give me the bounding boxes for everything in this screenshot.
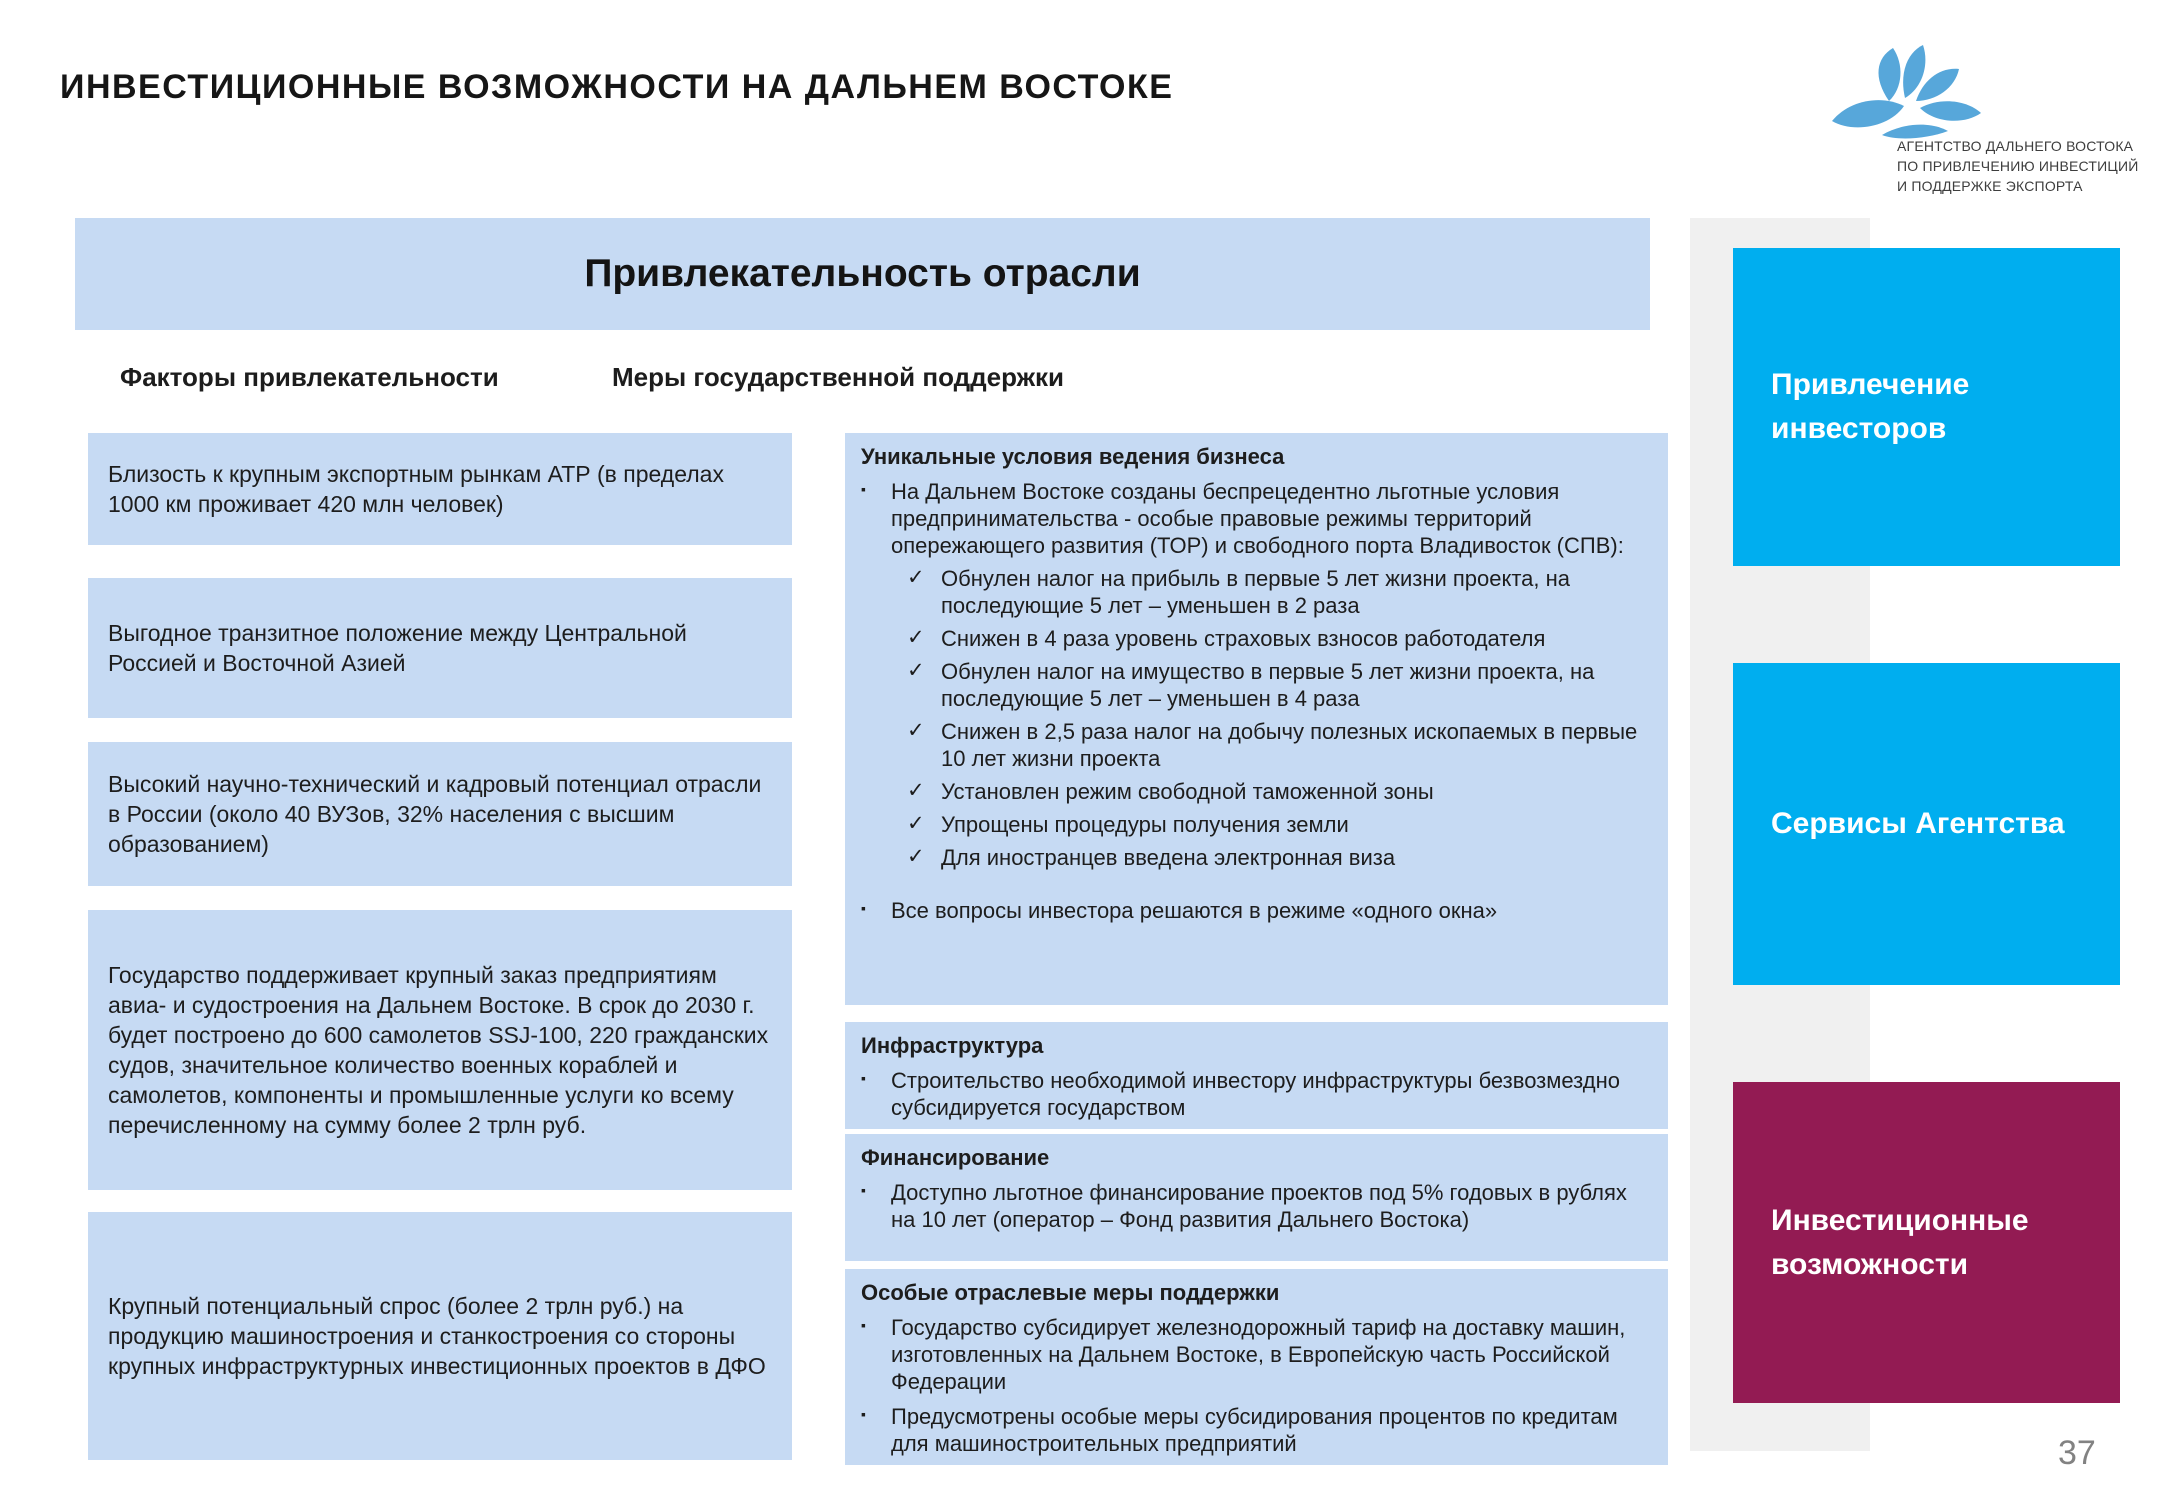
- factor-box: [88, 1212, 792, 1460]
- sidebar-item-agency-services[interactable]: [1733, 663, 2120, 985]
- measure-section-title: Инфраструктура: [861, 1033, 1044, 1058]
- check-item: [845, 778, 1668, 805]
- sidebar-item-attract-investors[interactable]: [1733, 248, 2120, 566]
- check-icon: ✓: [907, 812, 925, 835]
- bullet-item: [845, 478, 1668, 559]
- measure-section-title: Уникальные условия ведения бизнеса: [861, 444, 1285, 469]
- check-icon: ✓: [907, 566, 925, 589]
- check-item: [845, 811, 1668, 838]
- bullet-item: [845, 1403, 1668, 1457]
- bullet-marker-icon: ▪: [861, 1182, 866, 1198]
- item-text: На Дальнем Востоке созданы беспрецедентно льготные условия предпринимательства - особые правовые режимы территорий опережающего развития (ТОР) и свободного порта Владивосток (СПВ):: [891, 479, 1624, 558]
- bullet-marker-icon: ▪: [861, 1317, 866, 1333]
- bullet-marker-icon: ▪: [861, 481, 866, 497]
- factor-text: Близость к крупным экспортным рынкам АТР (в пределах 1000 км проживает 420 млн человек): [108, 461, 724, 517]
- check-item: [845, 718, 1668, 772]
- bullet-item: [845, 1179, 1668, 1233]
- check-item: [845, 844, 1668, 871]
- bullet-marker-icon: ▪: [861, 1406, 866, 1422]
- measure-section-title: Финансирование: [861, 1145, 1050, 1170]
- item-text: Строительство необходимой инвестору инфраструктуры безвозмездно субсидируется государством: [891, 1068, 1620, 1120]
- measure-section-title: Особые отраслевые меры поддержки: [861, 1280, 1280, 1305]
- item-text: Предусмотрены особые меры субсидирования процентов по кредитам для машиностроительных предприятий: [891, 1404, 1618, 1456]
- sidebar-item-label: Привлечение инвесторов: [1771, 368, 1970, 445]
- item-text: Снижен в 2,5 раза налог на добычу полезных ископаемых в первые 10 лет жизни проекта: [941, 719, 1638, 771]
- section-banner: [75, 218, 1650, 330]
- page-title: ИНВЕСТИЦИОННЫЕ ВОЗМОЖНОСТИ НА ДАЛЬНЕМ ВОСТОКЕ: [60, 68, 1174, 106]
- sidebar-item-label: Сервисы Агентства: [1771, 807, 2065, 840]
- item-text: Обнулен налог на прибыль в первые 5 лет жизни проекта, на последующие 5 лет – уменьшен в 2 раза: [941, 566, 1571, 618]
- check-icon: ✓: [907, 719, 925, 742]
- factor-text: Крупный потенциальный спрос (более 2 трлн руб.) на продукцию машиностроения и станкостроения со стороны крупных инфраструктурных инвестиционных проектов в ДФО: [108, 1293, 766, 1379]
- bullet-item: [845, 1314, 1668, 1395]
- check-icon: ✓: [907, 845, 925, 868]
- measure-section: [845, 1269, 1668, 1465]
- bullet-marker-icon: ▪: [861, 1070, 866, 1086]
- factor-box: [88, 433, 792, 545]
- measure-section: [845, 1134, 1668, 1261]
- item-text: Упрощены процедуры получения земли: [941, 812, 1349, 837]
- agency-logo-line: И ПОДДЕРЖКЕ ЭКСПОРТА: [1897, 178, 2083, 194]
- check-item: [845, 565, 1668, 619]
- agency-logo-text: [1897, 136, 2138, 196]
- item-text: Для иностранцев введена электронная виза: [941, 845, 1396, 870]
- bullet-marker-icon: ▪: [861, 900, 866, 916]
- item-text: Государство субсидирует железнодорожный тариф на доставку машин, изготовленных на Дальнем Востоке, в Европейскую часть Российской Федерации: [891, 1315, 1626, 1394]
- measure-section: [845, 1022, 1668, 1129]
- check-item: [845, 658, 1668, 712]
- lotus-flower-icon: [1826, 44, 1998, 140]
- agency-logo-line: ПО ПРИВЛЕЧЕНИЮ ИНВЕСТИЦИЙ: [1897, 158, 2139, 174]
- factor-text: Выгодное транзитное положение между Центральной Россией и Восточной Азией: [108, 620, 687, 676]
- item-text: Все вопросы инвестора решаются в режиме «одного окна»: [891, 898, 1498, 923]
- page-number: 37: [2058, 1434, 2096, 1472]
- sidebar-item-investment-opportunities[interactable]: [1733, 1082, 2120, 1403]
- item-text: Снижен в 4 раза уровень страховых взносов работодателя: [941, 626, 1546, 651]
- check-icon: ✓: [907, 779, 925, 802]
- sidebar-item-label: Инвестиционные возможности: [1771, 1203, 2029, 1281]
- check-icon: ✓: [907, 659, 925, 682]
- bullet-item: [845, 897, 1668, 924]
- item-text: Обнулен налог на имущество в первые 5 лет жизни проекта, на последующие 5 лет – уменьшен в 4 раза: [941, 659, 1595, 711]
- bullet-item: [845, 1067, 1668, 1121]
- agency-logo-line: АГЕНТСТВО ДАЛЬНЕГО ВОСТОКА: [1897, 138, 2134, 154]
- item-text: Установлен режим свободной таможенной зоны: [941, 779, 1434, 804]
- factor-text: Высокий научно-технический и кадровый потенциал отрасли в России (около 40 ВУЗов, 32% населения с высшим образованием): [108, 771, 762, 857]
- factor-box: [88, 578, 792, 718]
- factor-text: Государство поддерживает крупный заказ предприятиям авиа- и судостроения на Дальнем Востоке. В срок до 2030 г. будет построено до 600 самолетов SSJ-100, 220 гражданских судов, значительное количество военных кораблей и самолетов, компоненты и промышленные услуги ко всему перечисленному на сумму более 2 трлн руб.: [108, 962, 769, 1138]
- measure-section: [845, 433, 1668, 1005]
- measures-heading: Меры государственной поддержки: [612, 362, 1065, 392]
- factor-box: [88, 742, 792, 886]
- factors-heading: Факторы привлекательности: [120, 362, 499, 392]
- item-text: Доступно льготное финансирование проектов под 5% годовых в рублях на 10 лет (оператор – Фонд развития Дальнего Востока): [891, 1180, 1627, 1232]
- check-icon: ✓: [907, 626, 925, 649]
- check-item: [845, 625, 1668, 652]
- section-banner-title: Привлекательность отрасли: [584, 252, 1141, 295]
- factor-box: [88, 910, 792, 1190]
